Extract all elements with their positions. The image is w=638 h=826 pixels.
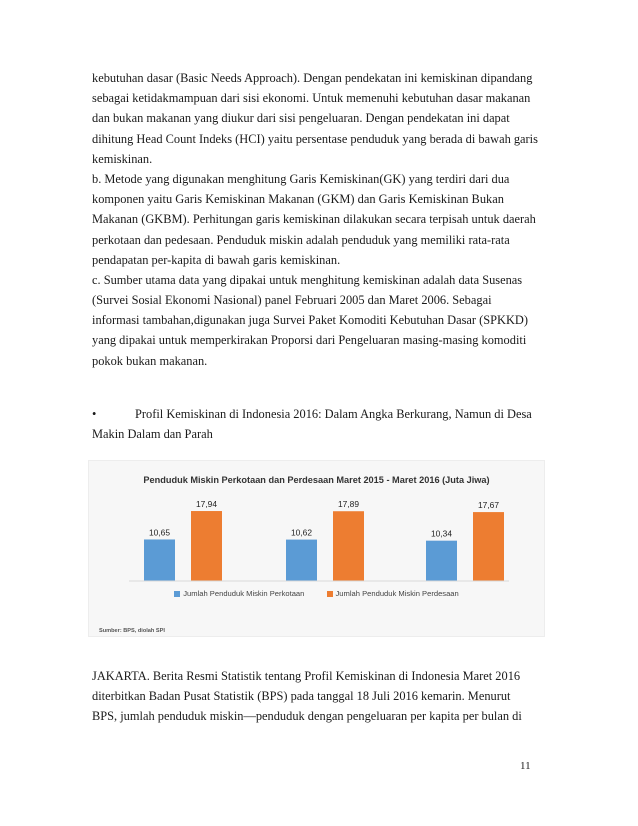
- paragraph1-line: c. Sumber utama data yang dipakai untuk menghitung kemiskinan adalah data Susenas: [92, 272, 523, 287]
- paragraph1-line: (Survei Sosial Ekonomi Nasional) panel Februari 2005 dan Maret 2006. Sebagai: [92, 293, 492, 308]
- paragraph1-line: yang dipakai untuk memperkirakan Proporsi dari Pengeluaran masing-masing komoditi: [92, 333, 527, 348]
- bullet-line-2: Makin Dalam dan Parah: [92, 427, 213, 442]
- chart-plot-area: [89, 461, 546, 638]
- bullet-symbol: •: [92, 407, 97, 421]
- bar-perkotaan-0: [144, 539, 175, 581]
- legend-item-perkotaan: [174, 589, 304, 598]
- data-label: 17,89: [338, 499, 359, 510]
- bullet-line-1: [92, 404, 547, 424]
- paragraph1-line: Makanan (GKBM). Perhitungan garis kemiskinan dilakukan secara terpisah untuk daerah: [92, 212, 536, 227]
- paragraph3-line: BPS, jumlah penduduk miskin—penduduk dengan pengeluaran per kapita per bulan di: [92, 709, 522, 724]
- data-label: 17,94: [196, 499, 217, 510]
- legend-label-perkotaan: Jumlah Penduduk Miskin Perkotaan: [183, 589, 305, 598]
- paragraph1-line: dan bukan makanan yang diukur dari sisi pengeluaran. Dengan pendekatan ini dapat: [92, 111, 510, 126]
- body-paragraph-1: [92, 68, 547, 371]
- bullet-text-1: Profil Kemiskinan di Indonesia 2016: Dalam Angka Berkurang, Namun di Desa: [135, 407, 532, 421]
- data-label: 10,62: [291, 527, 312, 538]
- bar-perkotaan-2: [426, 541, 457, 581]
- paragraph1-line: sebagai ketidakmampuan dari sisi ekonomi. Untuk memenuhi kebutuhan dasar makanan: [92, 91, 531, 106]
- paragraph1-line: kebutuhan dasar (Basic Needs Approach). Dengan pendekatan ini kemiskinan dipandang: [92, 71, 533, 85]
- chart-legend: [89, 589, 544, 598]
- bar-perkotaan-1: [286, 540, 317, 581]
- chart-title: Penduduk Miskin Perkotaan dan Perdesaan Maret 2015 - Maret 2016 (Juta Jiwa): [143, 475, 490, 485]
- body-paragraph-3: [92, 666, 547, 727]
- data-label: 10,34: [431, 528, 452, 539]
- bar-chart: [88, 460, 545, 637]
- legend-swatch-perdesaan: [327, 591, 333, 597]
- bar-perdesaan-2: [473, 512, 504, 581]
- paragraph1-line: b. Metode yang digunakan menghitung Garis Kemiskinan(GK) yang terdiri dari dua: [92, 171, 510, 186]
- paragraph3-line: diterbitkan Badan Pusat Statistik (BPS) pada tanggal 18 Juli 2016 kemarin. Menurut: [92, 689, 511, 704]
- legend-label-perdesaan: Jumlah Penduduk Miskin Perdesaan: [335, 589, 459, 598]
- page-number: 11: [520, 760, 531, 772]
- paragraph1-line: komponen yaitu Garis Kemiskinan Makanan (GKM) dan Garis Kemiskinan Bukan: [92, 192, 504, 207]
- paragraph1-line: pendapatan per-kapita di bawah garis kemiskinan.: [92, 252, 341, 267]
- paragraph1-line: kemiskinan.: [92, 151, 153, 166]
- paragraph1-line: perkotaan dan pedesaan. Penduduk miskin adalah penduduk yang memiliki rata-rata: [92, 232, 510, 247]
- legend-item-perdesaan: [327, 589, 459, 598]
- paragraph1-line: dihitung Head Count Indeks (HCI) yaitu persentase penduduk yang berada di bawah garis: [92, 131, 538, 146]
- paragraph1-line: informasi tambahan,digunakan juga Survei Paket Komoditi Kebutuhan Dasar (SPKKD): [92, 313, 528, 328]
- paragraph3-line: JAKARTA. Berita Resmi Statistik tentang Profil Kemiskinan di Indonesia Maret 2016: [92, 669, 521, 683]
- chart-source: Sumber: BPS, diolah SPI: [99, 628, 165, 634]
- data-label: 10,65: [149, 527, 170, 538]
- legend-swatch-perkotaan: [174, 591, 180, 597]
- bullet-heading: [92, 404, 547, 444]
- paragraph1-line: pokok bukan makanan.: [92, 353, 208, 368]
- bar-perdesaan-0: [191, 511, 222, 581]
- bar-perdesaan-1: [333, 511, 364, 581]
- data-label: 17,67: [478, 500, 499, 511]
